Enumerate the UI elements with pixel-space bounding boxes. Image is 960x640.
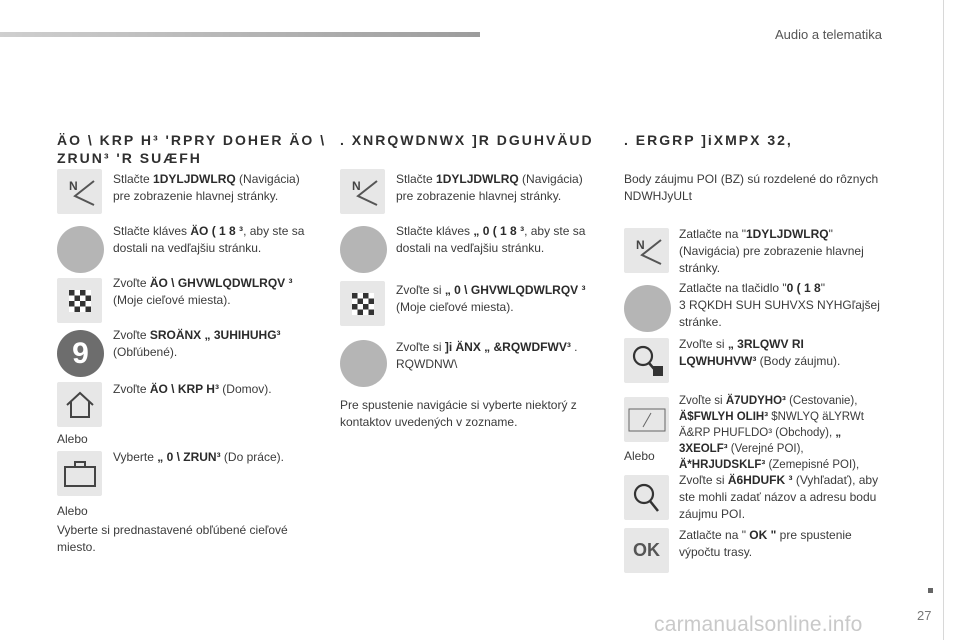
contacts-button-circle [340,340,387,387]
svg-text:N: N [68,178,78,193]
col3-or-label: Alebo [624,449,655,463]
col1-step-work: Vyberte „ 0 \ ZRUN³ (Do práce). [113,450,284,464]
col2-step-destinations: Zvoľte si „ 0 \ GHVWLQDWLRQV ³ (Moje cieľové miesta). [396,283,586,314]
col3-step-poi: Zvoľte si „ 3RLQWV RI LQWHUHVW³ (Body záujmu). [679,337,841,368]
edit-field-icon [624,397,669,442]
col3-step-categories: Zvoľte si Ä7UDYHO³ (Cestovanie), Ä$FWLYH OLIH³ $NWLYQ äLYRWt Ä&RP PHUFLDO³ (Obchody), „ 3XEOLF³ (Verejné POI), Ä*HRJUDSKLF³ (Zemepisné POI), [679,395,864,471]
col3-step-navigation: Zatlačte na "1DYLJDWLRQ" (Navigácia) pre zobrazenie hlavnej stránky. [679,227,864,275]
col1-step-home: Zvoľte ÄO \ KRP H³ (Domov). [113,382,272,396]
col1-title [57,131,327,167]
col1-or-label-1: Alebo [57,432,88,446]
header-gradient-bar [0,32,480,37]
col3-step-ok: Zatlačte na " OK " pre spustenie výpočtu trasy. [679,528,852,559]
col2-step-menu: Stlačte kláves „ 0 ( 1 8 ³, aby ste sa dostali na vedľajšiu stránku. [396,224,586,255]
col2-footer-text: Pre spustenie navigácie si vyberte niektorý z kontaktov uvedených v zozname. [340,398,577,429]
poi-search-icon [624,338,669,383]
navigation-icon [624,228,669,273]
col3-intro-line1: Body záujmu POI (BZ) sú rozdelené do rôznych [624,172,879,186]
svg-text:N: N [635,237,645,252]
home-icon [57,382,102,427]
ok-button-icon: OK [624,528,669,573]
col2-step-contacts: Zvoľte si ]i ÄNX „ &RQWDFWV³ . RQWDNW\ [396,340,578,371]
col3-title: . ERGRP ]iXMPX 32, [624,132,793,148]
step-number-nine: 9 [57,330,104,377]
navigation-icon [340,169,385,214]
col1-step-menu: Stlačte kláves ÄO ( 1 8 ³, aby ste sa dostali na vedľajšiu stránku. [113,224,305,255]
col3-step-menu-line3: stránke. [679,315,722,329]
briefcase-icon [57,451,102,496]
col1-title-line1: ÄO \ KRP H³ 'RPRY DOHER ÄO \ [57,132,327,148]
section-label: Audio a telematika [775,27,882,42]
navigation-icon [57,169,102,214]
margin-divider [943,0,944,640]
watermark: carmanualsonline.info [654,613,863,636]
page-number: 27 [917,608,932,623]
col1-title-line2: ZRUN³ 'R SUÆFH [57,150,202,166]
col2-title: . XNRQWDNWX ]R DGUHVÄUD [340,132,594,148]
menu-button-circle [57,226,104,273]
col2-step-navigation: Stlačte 1DYLJDWLRQ (Navigácia) pre zobrazenie hlavnej stránky. [396,172,583,203]
col3-step-menu-line2: 3 RQKDH SUH SUHVXS NYHGľajšej [679,298,880,312]
menu-button-circle [340,226,387,273]
col1-step-navigation: Stlačte 1DYLJDWLRQ (Navigácia) pre zobrazenie hlavnej stránky. [113,172,300,203]
menu-button-circle [624,285,671,332]
col1-step-favourites: Zvoľte SROÄNX „ 3UHIHUHG³ (Obľúbené). [113,328,281,359]
checkered-flag-icon [340,281,385,326]
svg-text:N: N [351,178,361,193]
end-of-section-square [928,588,933,593]
search-icon [624,475,669,520]
col3-step-search: Zvoľte si Ä6HDUFK ³ (Vyhľadať), aby ste mohli zadať názov a adresu bodu záujmu POI. [679,473,879,521]
col3-step-menu: Zatlačte na tlačidlo "0 ( 1 8" 3 RQKDH SUH SUHVXS NYHGľajšej stránke. [679,280,884,331]
col3-intro-line2: NDWHJyULt [624,189,692,203]
col3-intro [624,171,894,205]
col1-or-label-2: Alebo [57,504,88,518]
col1-step-destinations: Zvoľte ÄO \ GHVWLQDWLRQV ³ (Moje cieľové miesta). [113,276,293,307]
col1-final-text: Vyberte si prednastavené obľúbené cieľové miesto. [57,523,288,554]
checkered-flag-icon [57,278,102,323]
